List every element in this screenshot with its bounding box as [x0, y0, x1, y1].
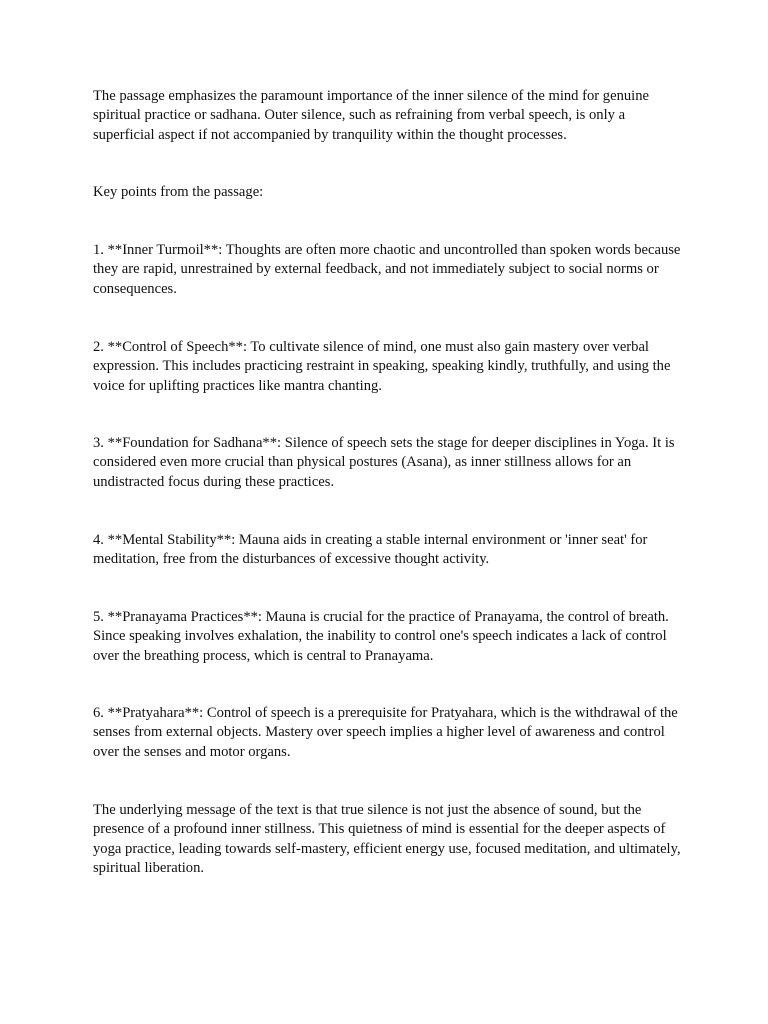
point-pranayama-practices: 5. **Pranayama Practices**: Mauna is crucial for the practice of Pranayama, the control of breath. Since speaking involves exhalation, the inability to control one's speech indicates a lack of control over the breathing process, which is central to Pranayama. [93, 609, 669, 664]
conclusion-paragraph: The underlying message of the text is that true silence is not just the absence of sound, but the presence of a profound inner stillness. This quietness of mind is essential for the deeper aspects of yoga practice, leading towards self-mastery, efficient energy use, focused meditation, and ultimately, spiritual liberation. [93, 802, 681, 876]
point-inner-turmoil: 1. **Inner Turmoil**: Thoughts are often more chaotic and uncontrolled than spoken words because they are rapid, unrestrained by external feedback, and not immediately subject to social norms or consequences. [93, 242, 681, 297]
point-foundation-for-sadhana: 3. **Foundation for Sadhana**: Silence of speech sets the stage for deeper disciplines in Yoga. It is considered even more crucial than physical postures (Asana), as inner stillness allows for an undistracted focus during these practices. [93, 435, 675, 490]
point-control-of-speech: 2. **Control of Speech**: To cultivate silence of mind, one must also gain mastery over verbal expression. This includes practicing restraint in speaking, speaking kindly, truthfully, and using the voice for uplifting practices like mantra chanting. [93, 339, 671, 394]
point-pratyahara: 6. **Pratyahara**: Control of speech is a prerequisite for Pratyahara, which is the withdrawal of the senses from external objects. Mastery over speech implies a higher level of awareness and control over the senses and motor organs. [93, 705, 678, 760]
intro-paragraph: The passage emphasizes the paramount importance of the inner silence of the mind for genuine spiritual practice or sadhana. Outer silence, such as refraining from verbal speech, is only a superficial aspect if not accompanied by tranquility within the thought processes. [93, 88, 649, 143]
point-mental-stability: 4. **Mental Stability**: Mauna aids in creating a stable internal environment or 'inner seat' for meditation, free from the disturbances of excessive thought activity. [93, 532, 648, 568]
key-points-heading: Key points from the passage: [93, 184, 264, 200]
